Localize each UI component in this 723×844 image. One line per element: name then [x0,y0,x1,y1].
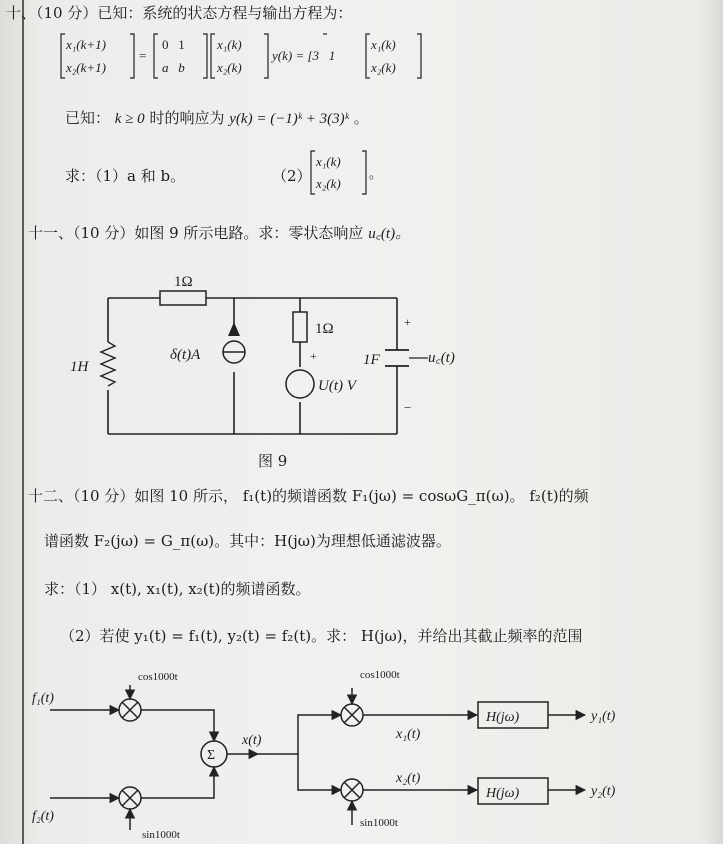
label-r-middle: 1Ω [315,321,334,337]
output-x-row1: x₁(k) [371,37,396,52]
label-capacitor: 1F [363,352,380,368]
label-y2: y₂(t) [591,784,616,799]
label-x: x(t) [242,733,262,748]
q12-line-3: 求：（1） x(t), x₁(t), x₂(t)的频谱函数。 [44,580,311,598]
label-filter-bottom: H(jω) [486,786,520,801]
resistor-top [160,291,206,305]
label-inductor: 1H [70,359,89,375]
q10-ask-1: 求：（1）a 和 b。 [65,167,186,185]
figure-9-circuit [60,262,480,472]
summer-sigma-icon: Σ [207,748,216,763]
state-x-row2: x₂(k) [217,60,242,75]
q11-heading: 十一、（10 分）如图 9 所示电路。求：零状态响应 [28,224,364,242]
figure-9-caption: 图 9 [258,452,288,470]
label-cos-right: cos1000t [360,669,400,681]
output-x-row2: x₂(k) [371,60,396,75]
label-plus-source: + [310,349,317,363]
label-filter-top: H(jω) [486,710,520,725]
label-cap-voltage: u꜀(t) [428,350,455,366]
state-lhs-row2: x₂(k+1) [66,60,106,75]
label-cos-left: cos1000t [138,671,178,683]
voltage-source [286,370,314,398]
label-voltage-source: U(t) V [318,378,356,394]
q12-line-1: 十二、（10 分）如图 10 所示， f₁(t)的频谱函数 F₁(jω) = cosωG_π(ω)。 f₂(t)的频 [28,487,589,505]
matrix-a-row1: 0 1 [162,37,185,52]
known-end: 。 [353,109,369,127]
known-prefix: 已知： [65,109,111,127]
label-minus-cap: − [404,400,412,415]
known-response: y(k) = (−1)ᵏ + 3(3)ᵏ [229,111,349,127]
label-f1: f₁(t) [32,691,54,706]
current-arrow-icon [228,322,240,336]
label-r-top: 1Ω [174,274,193,290]
resistor-middle [293,312,307,342]
label-plus-cap: + [404,315,411,329]
q10-ask-2: （2） [272,167,312,185]
known-condition: k ≥ 0 [114,111,145,127]
q10-known-line [65,107,369,128]
binding-margin-line [22,0,24,844]
label-x2: x₂(t) [396,771,421,786]
q11-heading-math: u꜀(t)。 [368,226,411,242]
q10-ask-2-vector [310,148,390,198]
label-current-source: δ(t)A [170,347,201,363]
ask2-row1: x₁(k) [316,154,341,169]
label-f2: f₂(t) [32,809,54,824]
label-y1: y₁(t) [591,709,616,724]
capacitor [385,350,409,366]
ask2-row2: x₂(k) [316,176,341,191]
figure-10-block-diagram [30,660,710,844]
q10-heading: 十、（10 分）已知：系统的状态方程与输出方程为： [6,4,353,22]
q11-heading-line [28,222,410,243]
q10-state-equation [60,30,440,82]
label-x1: x₁(t) [396,727,421,742]
label-sin-right: sin1000t [360,817,398,829]
q12-line-2: 谱函数 F₂(jω) = G_π(ω)。其中：H(jω)为理想低通滤波器。 [44,532,451,550]
q12-line-4: （2）若使 y₁(t) = f₁(t), y₂(t) = f₂(t)。求： H(jω)，并给出其截止频率的范围 [60,627,583,645]
known-middle: 时的响应为 [149,109,225,127]
state-lhs-row1: x₁(k+1) [66,37,106,52]
label-sin-left: sin1000t [142,829,180,841]
state-x-row1: x₁(k) [217,37,242,52]
matrix-a-row2: a b [162,60,185,75]
svg-text:=: = [139,48,147,63]
output-equation-prefix: y(k) = [3 1 [272,48,336,63]
inductor [101,342,115,386]
ask2-end: 。 [369,166,383,181]
